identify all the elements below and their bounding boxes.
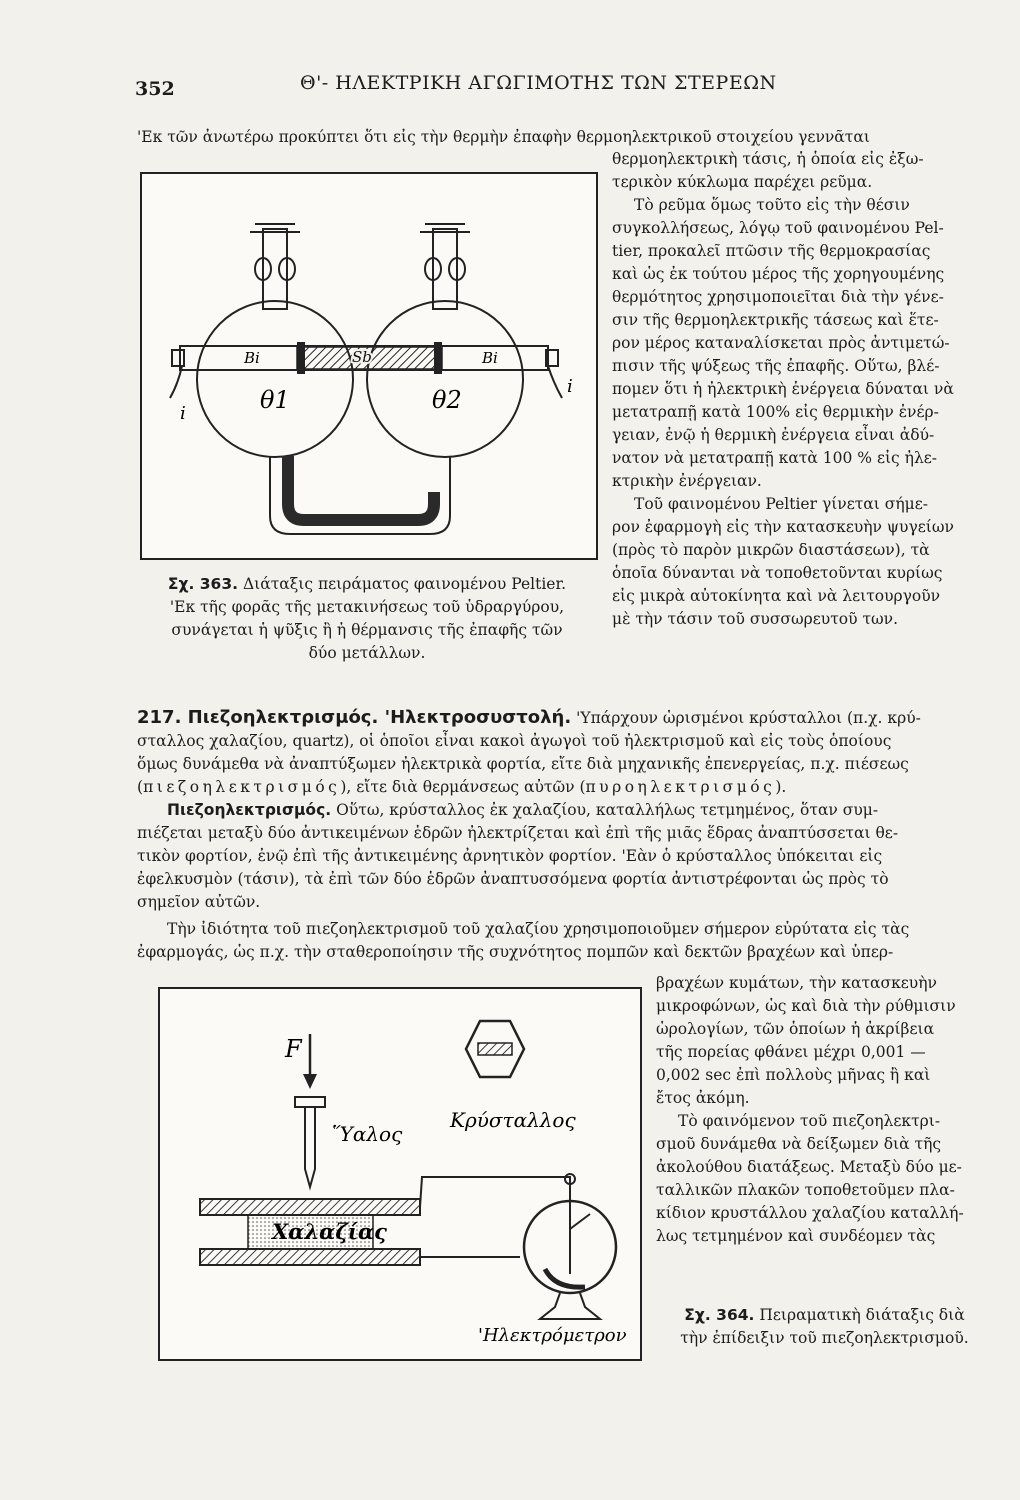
paragraph-line: κτρικὴν ἐνέργειαν. <box>612 472 762 490</box>
caption-363-line: Διάταξις πειράματος φαινομένου Peltier. <box>242 575 567 593</box>
punct: ( <box>137 778 144 796</box>
intro-line: 'Εκ τῶν ἀνωτέρω προκύπτει ὅτι εἰς τὴν θερμὴν ἐπαφὴν θερμοηλεκτρικοῦ στοιχείου γεννᾶται <box>137 128 870 146</box>
paragraph-line: ἐφαρμογάς, ὡς π.χ. τὴν σταθεροποίησιν τῆς συχνότητος πομπῶν καὶ δεκτῶν βραχέων καὶ ὑπερ- <box>137 943 894 961</box>
glass-label: Ὕαλος <box>332 1122 403 1146</box>
paragraph-line: Οὕτω, κρύσταλλος ἐκ χαλαζίου, καταλλήλως τετμημένος, ὅταν συμ- <box>336 801 879 819</box>
caption-364-number: Σχ. 364. <box>684 1306 755 1324</box>
paragraph-line: μετατραπῇ κατὰ 100% εἰς θερμικὴν ἐνέρ- <box>612 403 939 421</box>
piezo-apparatus-drawing <box>160 989 640 1359</box>
page-number: 352 <box>135 78 175 100</box>
paragraph-line: γειαν, ἐνῷ ἡ θερμικὴ ἐνέργεια εἶναι ἀδύ- <box>612 426 935 444</box>
paragraph-line: Τὸ φαινόμενον τοῦ πιεζοηλεκτρι- <box>678 1112 941 1130</box>
bi-right-label: Bi <box>482 349 498 367</box>
paragraph-line: ταλλικῶν πλακῶν τοποθετοῦμεν πλα- <box>656 1181 955 1199</box>
figure-364 <box>158 987 642 1361</box>
paragraph-line: ὅμως δυνάμεθα νὰ ἀναπτύξωμεν ἠλεκτρικὰ φορτία, εἴτε διὰ μηχανικῆς ἐπενεργείας, π.χ. πιέσεως <box>137 755 909 773</box>
paragraph-line: βραχέων κυμάτων, τὴν κατασκευὴν <box>656 974 937 992</box>
paragraph-line: σημεῖον αὐτῶν. <box>137 893 261 911</box>
paragraph-line: μικροφώνων, ὡς καὶ διὰ τὴν ρύθμισιν <box>656 997 956 1015</box>
current-right-label: i <box>567 376 573 397</box>
bi-left-label: Bi <box>244 349 260 367</box>
sb-label: Sb <box>352 348 372 366</box>
paragraph-line: tier, προκαλεῖ πτῶσιν τῆς θερμοκρασίας <box>612 242 931 260</box>
paragraph-line: μὲ τὴν τάσιν τοῦ συσσωρευτοῦ των. <box>612 610 899 628</box>
paragraph-line: Τοῦ φαινομένου Peltier γίνεται σήμε- <box>634 495 928 513</box>
mercury-column <box>288 456 434 520</box>
paragraph-fragment: ), εἴτε διὰ θερμάνσεως αὐτῶν ( <box>340 778 586 796</box>
paragraph-line: συγκολλήσεως, λόγῳ τοῦ φαινομένου Pel- <box>612 219 944 237</box>
paragraph-line: πισιν τῆς ψύξεως τῆς ἐπαφῆς. Οὕτω, βλέ- <box>612 357 940 375</box>
paragraph-line: τῆς πορείας φθάνει μέχρι 0,001 — <box>656 1043 926 1061</box>
left-flask <box>197 301 353 457</box>
paragraph-line: Τὴν ἰδιότητα τοῦ πιεζοηλεκτρισμοῦ τοῦ χαλαζίου χρησιμοποιοῦμεν σήμερον εὐρύτατα εἰς τὰς <box>167 920 910 938</box>
paragraph-line: Τὸ ρεῦμα ὅμως τοῦτο εἰς τὴν θέσιν <box>634 196 910 214</box>
paragraph-line: σμοῦ δυνάμεθα νὰ δείξωμεν διὰ τῆς <box>656 1135 942 1153</box>
paragraph-line: ὡρολογίων, τῶν ὁποίων ἡ ἀκρίβεια <box>656 1020 935 1038</box>
upper-plate <box>200 1199 420 1215</box>
quartz-label: Χαλαζίας <box>272 1219 387 1244</box>
paragraph-line: ἐφελκυσμὸν (τάσιν), τὰ ἐπὶ τῶν δύο ἑδρῶν ἀναπτυσσόμενα φορτία ἀντιστρέφονται ὡς πρὸς τὸ <box>137 870 889 888</box>
section-title: 217. Πιεζοηλεκτρισμός. 'Ηλεκτροσυστολή. <box>137 707 572 728</box>
paragraph-line: θερμότητος χρησιμοποιεῖται διὰ τὴν γένε- <box>612 288 944 306</box>
peltier-apparatus-drawing <box>142 174 596 558</box>
force-label: F <box>285 1035 302 1063</box>
caption-363-line: 'Εκ τῆς φορᾶς τῆς μετακινήσεως τοῦ ὑδραργύρου, <box>169 598 565 616</box>
right-column-text-1 <box>612 148 978 631</box>
running-title: Θ'- ΗΛΕΚΤΡΙΚΗ ΑΓΩΓΙΜΟΤΗΣ ΤΩΝ ΣΤΕΡΕΩΝ <box>300 72 777 94</box>
right-flask <box>367 301 523 457</box>
paragraph-line <box>137 776 980 799</box>
caption-363-line: δύο μετάλλων. <box>308 644 426 662</box>
lower-plate <box>200 1249 420 1265</box>
caption-364-line: Πειραματικὴ διάταξις διὰ <box>759 1306 965 1324</box>
spaced-term: πιεζοηλεκτρισμός <box>143 778 341 796</box>
paragraph-line: ὁποῖα δύνανται νὰ τοποθετοῦνται κυρίως <box>612 564 943 582</box>
paragraph-line: ἔτος ἀκόμη. <box>656 1089 750 1107</box>
caption-363-number: Σχ. 363. <box>167 575 239 593</box>
subheading: Πιεζοηλεκτρισμός. <box>167 801 332 819</box>
caption-363-line: συνάγεται ἡ ψῦξις ἢ ἡ θέρμανσις τῆς ἐπαφῆς τῶν <box>171 621 563 639</box>
paragraph-line: ἀκολούθου διατάξεως. Μεταξὺ δύο με- <box>656 1158 962 1176</box>
figure-363 <box>140 172 598 560</box>
spaced-term: πυροηλεκτρισμός <box>585 778 776 796</box>
crystal-label: Κρύσταλλος <box>450 1108 576 1132</box>
paragraph-line: 0,002 sec ἐπὶ πολλοὺς μῆνας ἢ καὶ <box>656 1066 931 1084</box>
paragraph-line: τικὸν φορτίον, ἐνῷ ἐπὶ τῆς ἀντικειμένης ἀρνητικὸν φορτίον. 'Εὰν ὁ κρύσταλλος ὑπόκειται εἰς <box>137 847 883 865</box>
paragraph-line: καὶ ὡς ἐκ τούτου μέρος τῆς χορηγουμένης <box>612 265 945 283</box>
paragraph-line: κίδιον κρυστάλλου χαλαζίου καταλλή- <box>656 1204 964 1222</box>
paragraph-line: (πρὸς τὸ παρὸν μικρῶν διαστάσεων), τὰ <box>612 541 930 559</box>
paragraph-line: θερμοηλεκτρικὴ τάσις, ἡ ὁποία εἰς ἐξω- <box>612 150 924 168</box>
paragraph-line: εἰς μικρὰ αὐτοκίνητα καὶ νὰ λειτουργοῦν <box>612 587 941 605</box>
theta1-label: θ1 <box>260 386 290 414</box>
figure-364-caption <box>662 1304 987 1350</box>
current-left-label: i <box>180 403 186 424</box>
paragraph-line: ρον ἐφαρμογὴ εἰς τὴν κατασκευὴν ψυγείων <box>612 518 954 536</box>
paragraph-line: πομεν ὅτι ἡ ἠλεκτρικὴ ἐνέργεια δύναται νὰ <box>612 380 954 398</box>
section-217 <box>137 706 980 964</box>
punct: ). <box>775 778 787 796</box>
figure-363-caption <box>132 573 602 665</box>
paragraph-line: σιν τῆς θερμοηλεκτρικῆς τάσεως καὶ ἕτε- <box>612 311 939 329</box>
paragraph-line: πιέζεται μεταξὺ δύο ἀντικειμένων ἑδρῶν ἠλεκτρίζεται καὶ ἐπὶ τῆς μιᾶς ἕδρας ἀναπτύσσεται θε- <box>137 824 899 842</box>
theta2-label: θ2 <box>432 386 462 414</box>
electrometer-label: 'Ηλεκτρόμετρον <box>478 1325 627 1346</box>
paragraph-line: 'Υπάρχουν ὡρισμένοι κρύσταλλοι (π.χ. κρύ- <box>576 709 921 727</box>
right-column-text-2 <box>656 972 981 1248</box>
paragraph-line: νατον νὰ μετατραπῇ κατὰ 100 % εἰς ἠλε- <box>612 449 938 467</box>
caption-364-line: τὴν ἐπίδειξιν τοῦ πιεζοηλεκτρισμοῦ. <box>680 1329 969 1347</box>
paragraph-line: λως τετμημένον καὶ συνδέομεν τὰς <box>656 1227 936 1245</box>
paragraph-line: σταλλος χαλαζίου, quartz), οἱ ὁποῖοι εἶναι κακοὶ ἀγωγοὶ τοῦ ἠλεκτρισμοῦ καὶ εἰς τοὺς ὁποίους <box>137 732 892 750</box>
paragraph-line: ρον μέρος καταναλίσκεται πρὸς ἀντιμετώ- <box>612 334 950 352</box>
paragraph-line: τερικὸν κύκλωμα παρέχει ρεῦμα. <box>612 173 873 191</box>
